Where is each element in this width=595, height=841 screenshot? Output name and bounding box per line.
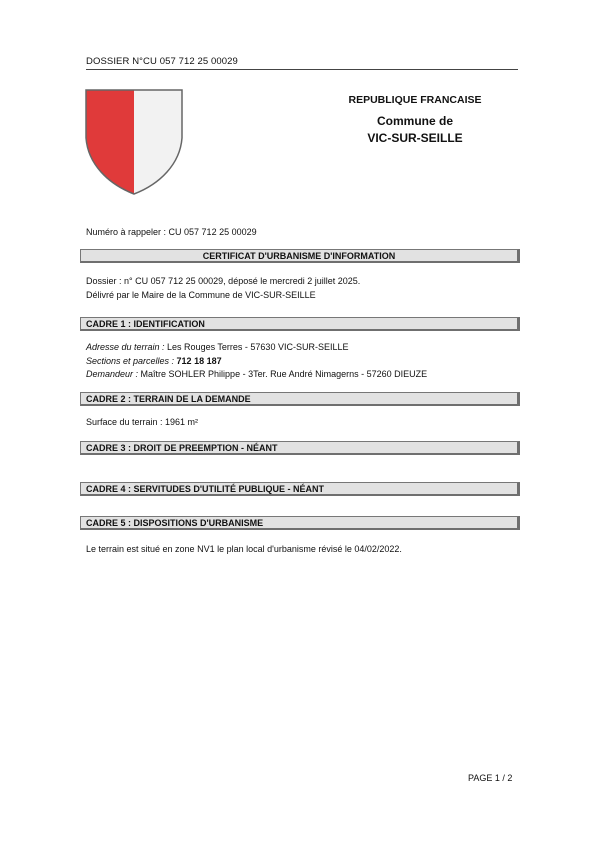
cadre-4-band: CADRE 4 : SERVITUDES D'UTILITÉ PUBLIQUE - NÉANT [80,482,520,496]
terrain-address-line [86,342,348,352]
page-number: PAGE 1 / 2 [468,773,513,783]
coat-of-arms-icon [84,88,184,196]
parcels-value: 712 18 187 [174,356,222,366]
zoning-line: Le terrain est situé en zone NV1 le plan local d'urbanisme révisé le 04/02/2022. [86,544,402,554]
header-divider [86,69,518,70]
dossier-number-header: DOSSIER N°CU 057 712 25 00029 [86,56,238,67]
crest-left-half [86,90,134,194]
commune-heading: Commune de [376,114,453,128]
republic-heading: REPUBLIQUE FRANCAISE [348,94,482,106]
dossier-filing-line: Dossier : n° CU 057 712 25 00029, déposé le mercredi 2 juillet 2025. [86,276,361,286]
cadre-5-band: CADRE 5 : DISPOSITIONS D'URBANISME [80,516,520,530]
surface-line: Surface du terrain : 1961 m² [86,417,199,427]
cadre-2-band: CADRE 2 : TERRAIN DE LA DEMANDE [80,392,520,406]
issued-by-line: Délivré par le Maire de la Commune de VIC-SUR-SEILLE [86,290,316,300]
crest-right-half [134,90,182,194]
reference-number-line: Numéro à rappeler : CU 057 712 25 00029 [86,227,257,237]
applicant-line [86,369,427,379]
applicant-label: Demandeur : [86,369,139,379]
address-label: Adresse du terrain : [86,342,165,352]
parcels-line [86,356,222,366]
certificate-title-band: CERTIFICAT D'URBANISME D'INFORMATION [80,249,520,263]
cadre-3-band: CADRE 3 : DROIT DE PREEMPTION - NÉANT [80,441,520,455]
commune-name: VIC-SUR-SEILLE [367,131,463,145]
applicant-value: Maître SOHLER Philippe - 3Ter. Rue André Nimagerns - 57260 DIEUZE [138,369,428,379]
parcels-label: Sections et parcelles : [86,356,175,366]
address-value: Les Rouges Terres - 57630 VIC-SUR-SEILLE [164,342,349,352]
cadre-1-band: CADRE 1 : IDENTIFICATION [80,317,520,331]
